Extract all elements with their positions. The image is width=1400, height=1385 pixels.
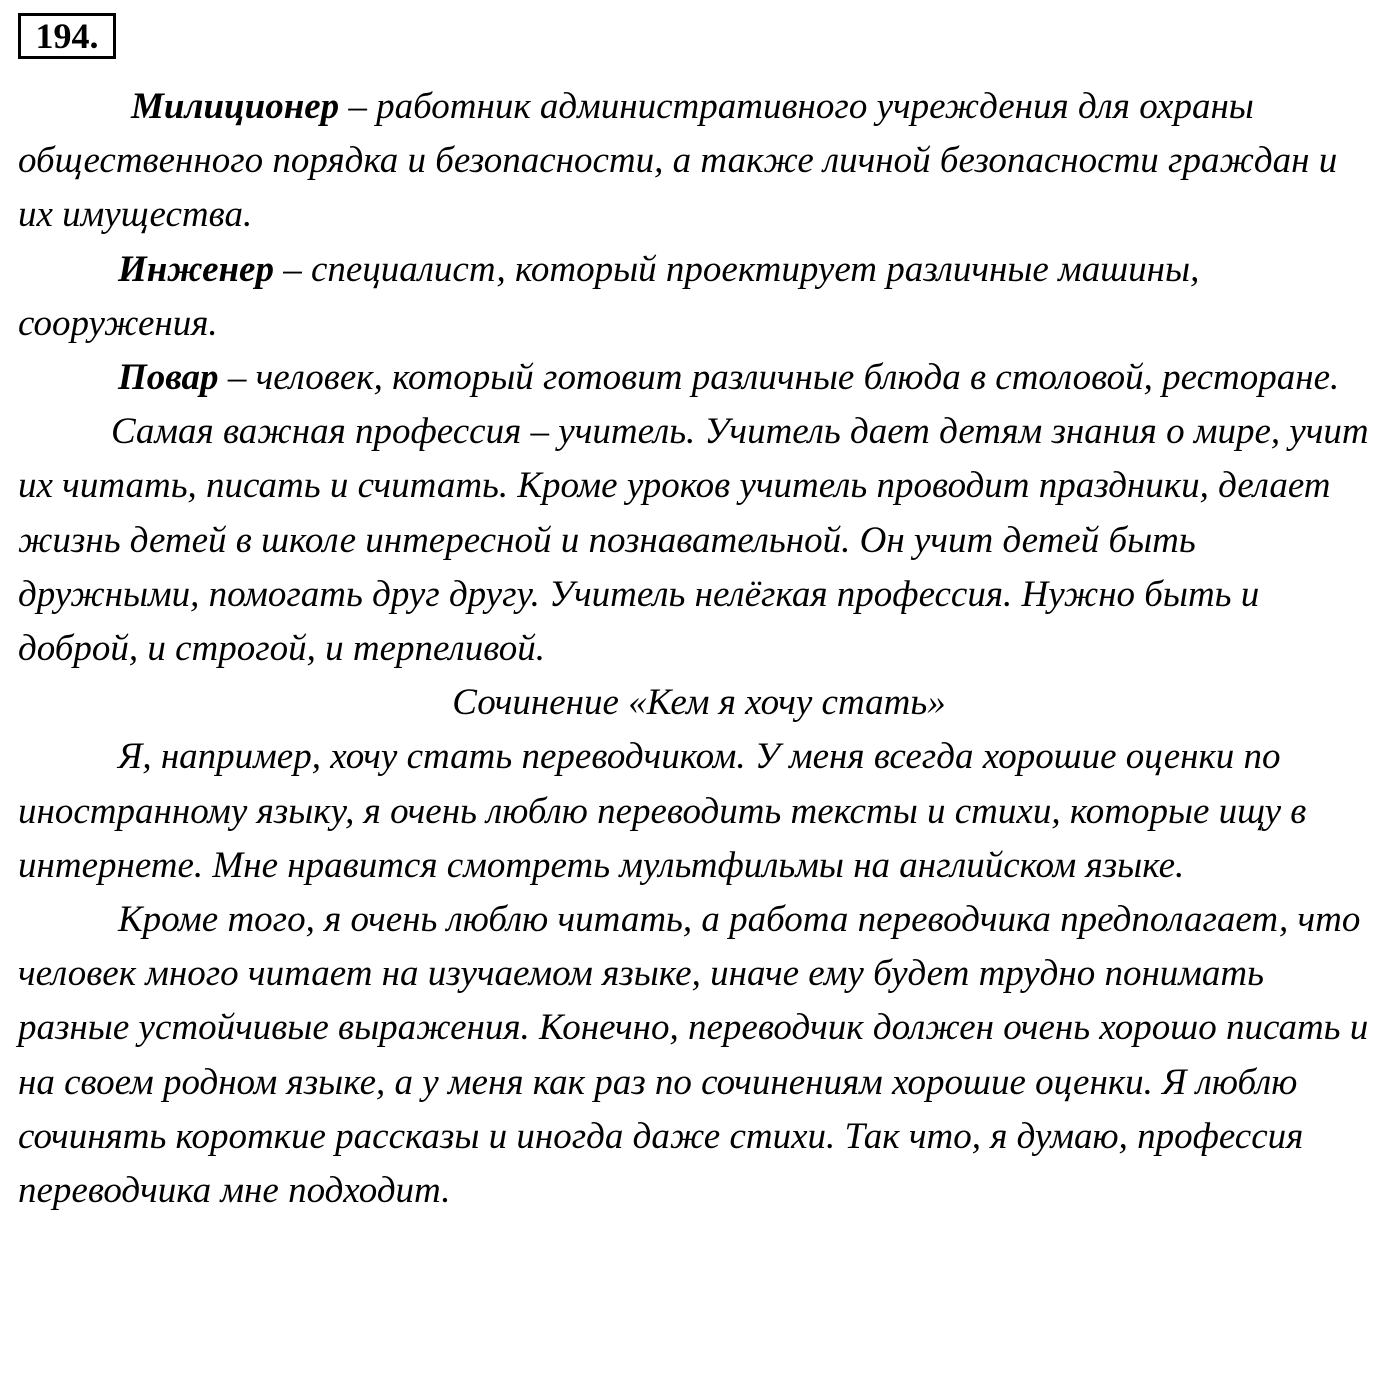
- definition-text: – специалист, который проектирует различные машины, сооружения.: [18, 248, 1200, 344]
- essay-paragraph: Кроме того, я очень люблю читать, а работа переводчика предполагает, что человек много читает на изучаемом языке, иначе ему будет трудно понимать разные устойчивые выражения. Конечно, переводчик должен очень хорошо писать и на своем родном языке, а у меня как раз по сочинениям хорошие оценки. Я люблю сочинять короткие рассказы и иногда даже стихи. Так что, я думаю, профессия переводчика мне подходит.: [18, 899, 1369, 1212]
- exercise-number: 194.: [18, 13, 116, 59]
- definition-text: – работник административного учреждения для охраны общественного порядка и безопасности, а также личной безопасности граждан и их имущества.: [18, 86, 1338, 236]
- essay-title: Сочинение «Кем я хочу стать»: [452, 682, 946, 724]
- definition-inzhener: [18, 243, 1380, 351]
- definition-militsioner: [18, 80, 1380, 243]
- teacher-paragraph: Самая важная профессия – учитель. Учитель дает детям знания о мире, учит их читать, писать и считать. Кроме уроков учитель проводит праздники, делает жизнь детей в школе интересной и познавательной. Он учит детей быть дружными, помогать друг другу. Учитель нелёгкая профессия. Нужно быть и доброй, и строгой, и терпеливой.: [18, 411, 1369, 670]
- essay-paragraph: Я, например, хочу стать переводчиком. У меня всегда хорошие оценки по иностранному языку, я очень люблю переводить тексты и стихи, которые ищу в интернете. Мне нравится смотреть мультфильмы на английском языке.: [18, 736, 1307, 886]
- definition-povar: [18, 351, 1380, 405]
- document-text: [18, 80, 1380, 1218]
- definition-term: Инженер: [118, 248, 274, 290]
- definition-text: – человек, который готовит различные блюда в столовой, ресторане.: [218, 357, 1340, 399]
- definition-term: Повар: [118, 357, 219, 399]
- definition-term: Милиционер: [131, 86, 340, 127]
